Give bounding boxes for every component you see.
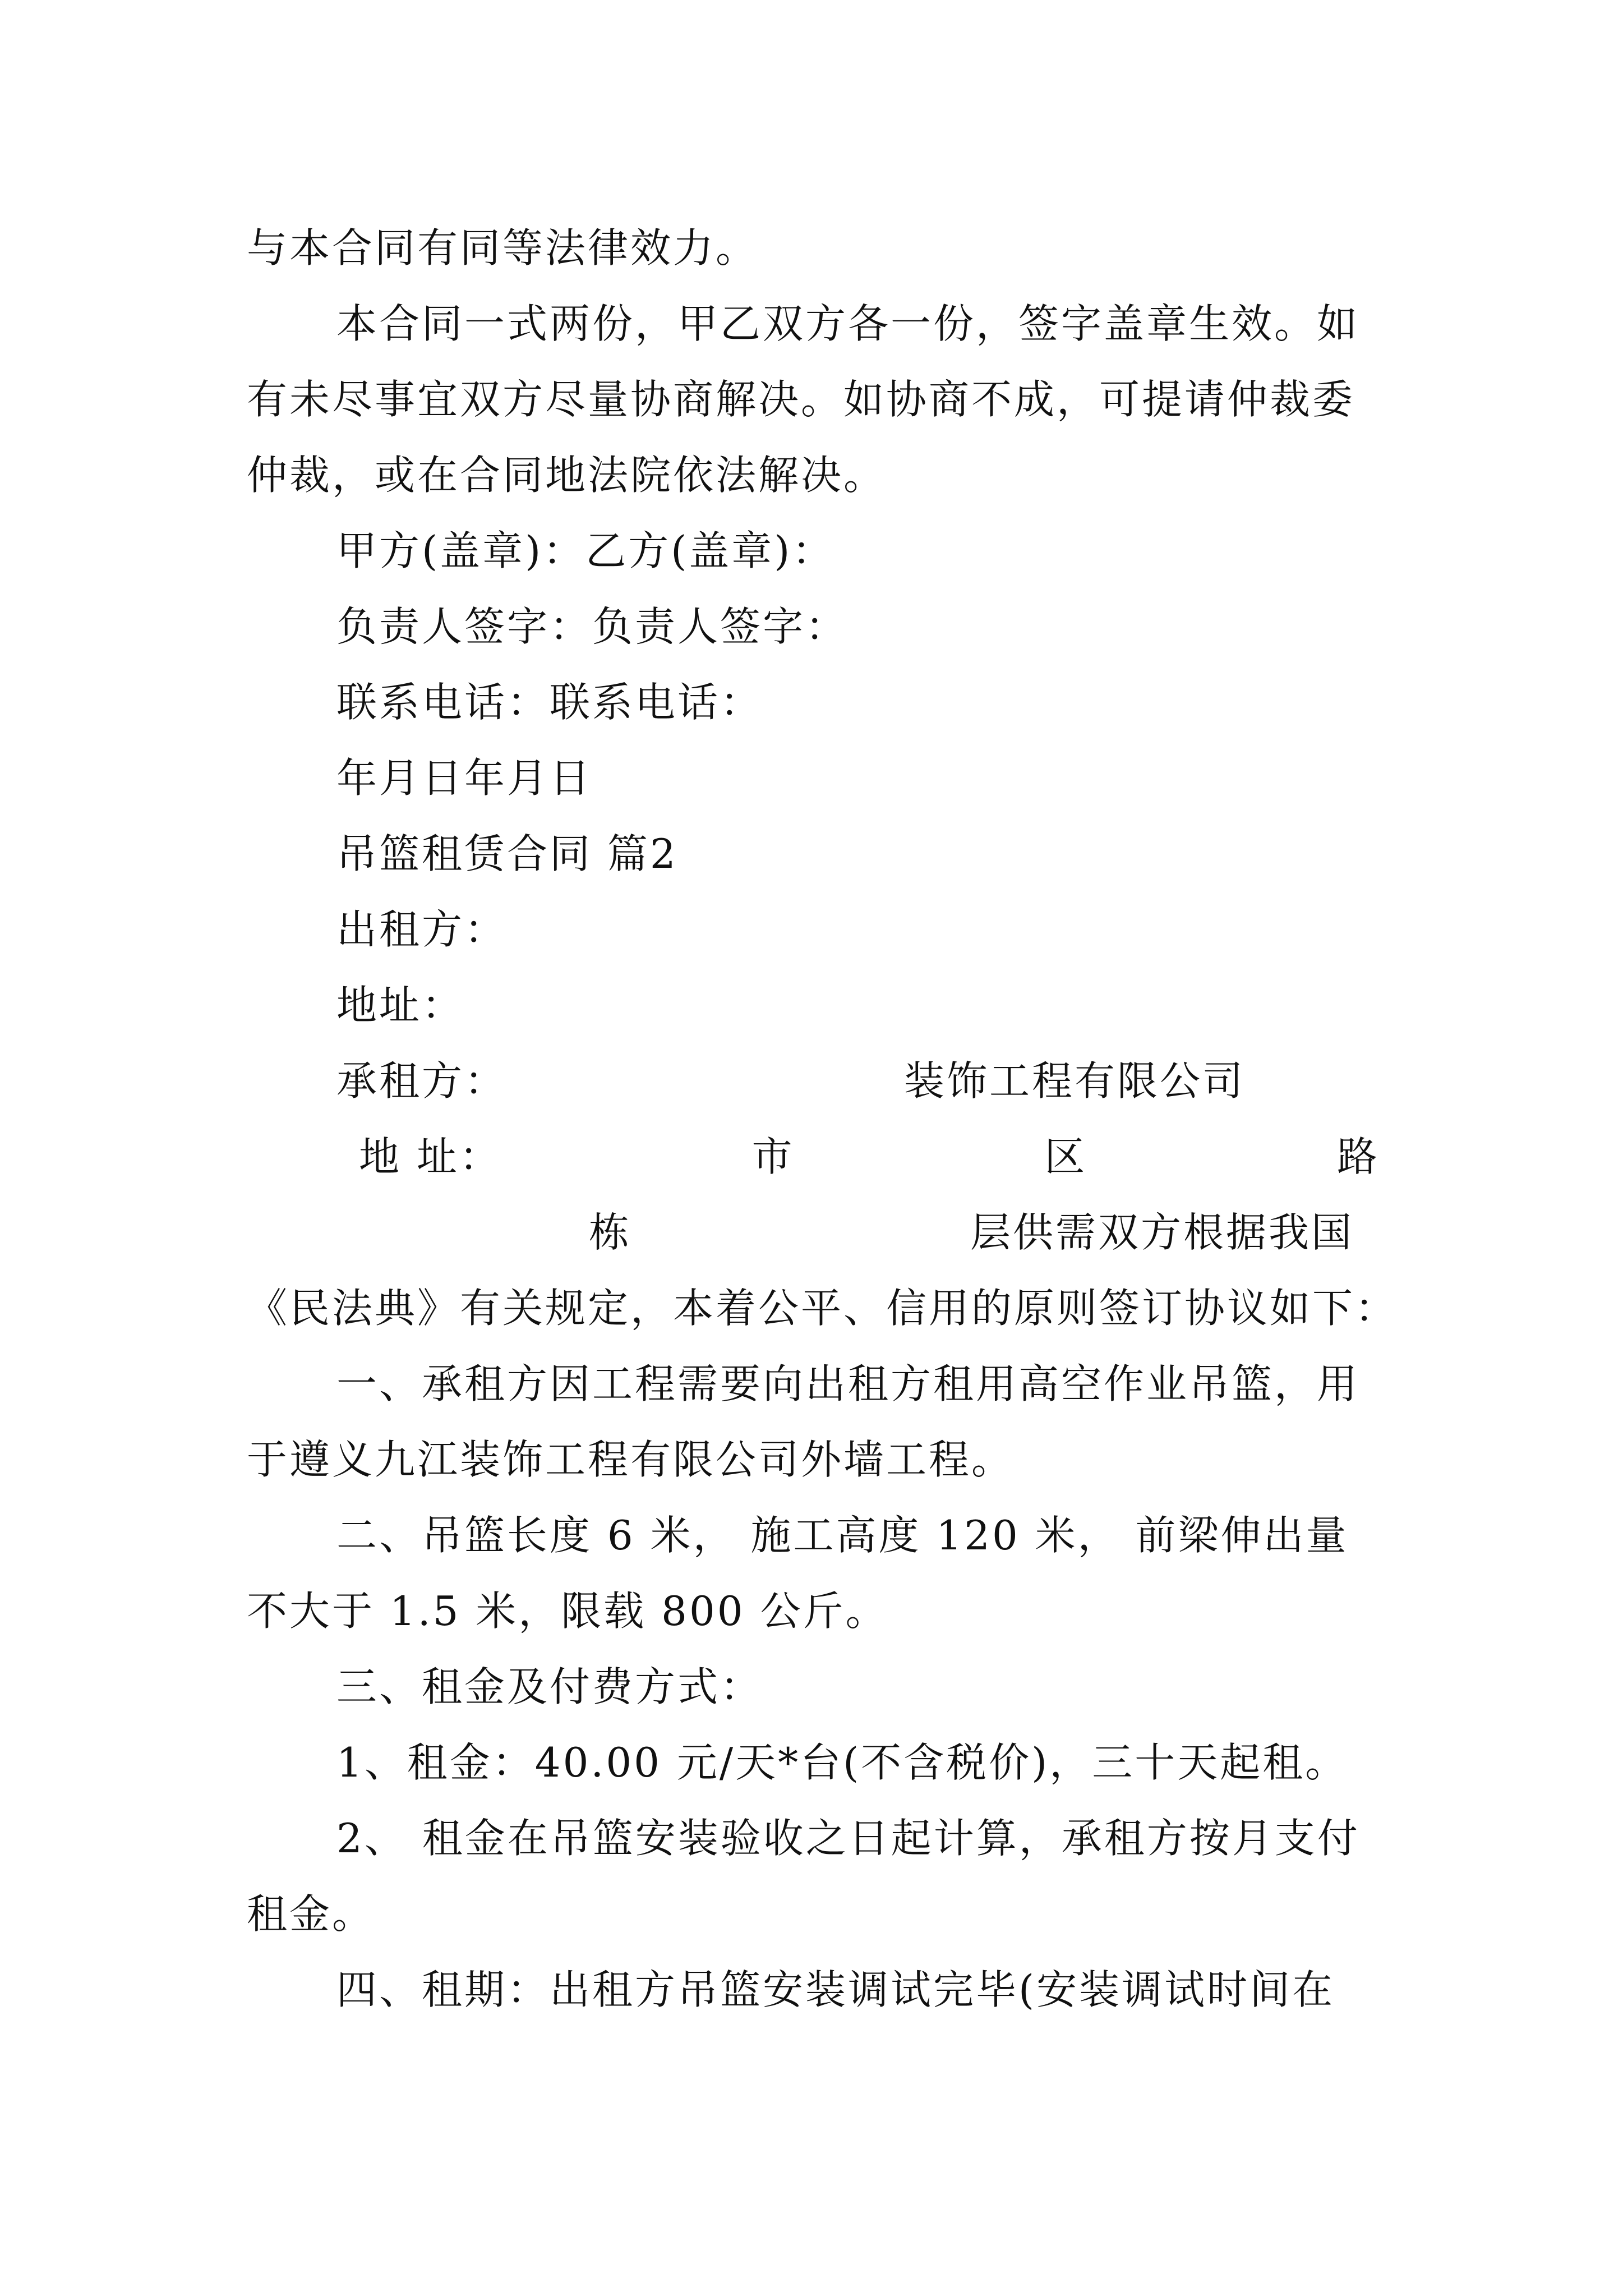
clause-3-heading: 三、租金及付费方式： xyxy=(336,1663,763,1710)
lessor-label: 出租方： xyxy=(336,906,508,953)
lessor-address-label: 地址： xyxy=(336,982,465,1029)
signature-phone-line: 联系电话：联系电话： xyxy=(336,679,763,726)
address-floor-text: 层供需双方根据我国 xyxy=(970,1209,1354,1256)
clause-1-line: 一、承租方因工程需要向出租方租用高空作业吊篮，用 xyxy=(336,1360,1360,1407)
clause-3-item-1: 1、租金：40.00 元/天*台(不含税价)，三十天起租。 xyxy=(336,1739,1348,1786)
signature-date-line: 年月日年月日 xyxy=(336,754,593,802)
lessee-address-line xyxy=(359,1129,1380,1185)
paragraph-line: 《民法典》有关规定，本着公平、信用的原则签订协议如下： xyxy=(247,1285,1398,1332)
lessee-company: 装饰工程有限公司 xyxy=(904,1057,1246,1105)
signature-seal-line: 甲方(盖章)：乙方(盖章)： xyxy=(336,527,835,574)
address-building: 栋 xyxy=(589,1209,632,1256)
clause-3-item-2: 2、 租金在吊篮安装验收之日起计算，承租方按月支付 xyxy=(336,1815,1360,1862)
clause-2-line: 不大于 1.5 米，限载 800 公斤。 xyxy=(247,1588,888,1635)
lessee-label: 承租方： xyxy=(336,1057,508,1105)
clause-2-line: 二、吊篮长度 6 米， 施工高度 120 米， 前梁伸出量 xyxy=(336,1512,1349,1559)
lessee-address-label: 地 址： xyxy=(359,1133,502,1180)
address-road: 路 xyxy=(1336,1133,1380,1180)
paragraph-line: 本合同一式两份，甲乙双方各一份，签字盖章生效。如 xyxy=(336,300,1360,347)
clause-1-line: 于遵义九江装饰工程有限公司外墙工程。 xyxy=(247,1436,1015,1483)
paragraph-line: 有未尽事宜双方尽量协商解决。如协商不成，可提请仲裁委 xyxy=(247,376,1355,423)
lessee-line xyxy=(336,1053,1380,1109)
address-district: 区 xyxy=(1044,1133,1087,1180)
paragraph-line: 与本合同有同等法律效力。 xyxy=(247,224,759,272)
signature-person-line: 负责人签字：负责人签字： xyxy=(336,603,849,650)
address-city: 市 xyxy=(751,1133,795,1180)
clause-3-item-2: 租金。 xyxy=(247,1890,375,1938)
section-title: 吊篮租赁合同 篇2 xyxy=(336,830,678,877)
paragraph-line: 仲裁，或在合同地法院依法解决。 xyxy=(247,452,887,499)
clause-4-line: 四、租期：出租方吊篮安装调试完毕(安装调试时间在 xyxy=(336,1966,1335,2013)
